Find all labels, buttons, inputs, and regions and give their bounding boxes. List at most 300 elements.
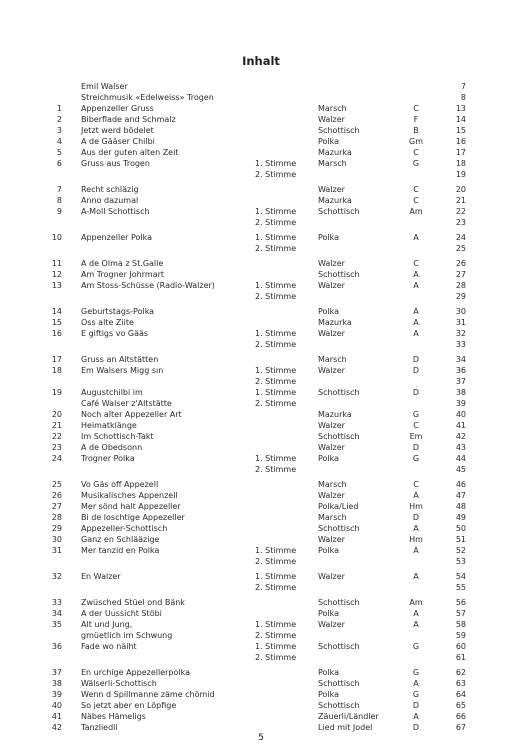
entry-number: 30 (51, 535, 62, 544)
toc-row (50, 711, 466, 722)
toc-row (50, 608, 466, 619)
entry-page: 39 (455, 399, 466, 408)
entry-key: Hm (409, 502, 423, 511)
toc-row (50, 169, 466, 180)
entry-voice: 2. Stimme (255, 465, 297, 474)
toc-row (50, 280, 466, 291)
entry-genre: Walzer (318, 185, 345, 194)
entry-title: Zwüsched Stüel ond Bänk (81, 598, 185, 607)
toc-row (50, 328, 466, 339)
entry-voice: 1. Stimme (255, 546, 297, 555)
entry-key: D (412, 701, 420, 710)
entry-number: 12 (51, 270, 62, 279)
toc-row (50, 464, 466, 475)
entry-number: 41 (51, 712, 62, 721)
entry-key: A (413, 318, 419, 327)
entry-title: Noch alter Appezeller Art (81, 410, 182, 419)
toc-row (50, 158, 466, 169)
entry-page: 50 (455, 524, 466, 533)
toc-row (50, 689, 466, 700)
entry-number: 11 (51, 259, 62, 268)
entry-voice: 1. Stimme (255, 572, 297, 581)
toc-row (50, 619, 466, 630)
entry-genre: Schottisch (318, 524, 360, 533)
toc-row (50, 232, 466, 243)
toc-row (50, 317, 466, 328)
entry-genre: Walzer (318, 421, 345, 430)
entry-number: 38 (51, 679, 62, 688)
entry-title: Mer tanzid en Polka (81, 546, 160, 555)
entry-number: 23 (51, 443, 62, 452)
entry-title: Recht schläzig (81, 185, 139, 194)
entry-genre: Marsch (318, 355, 347, 364)
entry-key: A (413, 546, 419, 555)
toc-row (50, 512, 466, 523)
entry-number: 35 (51, 620, 62, 629)
entry-key: G (412, 642, 420, 651)
toc-row (50, 217, 466, 228)
entry-genre: Marsch (318, 104, 347, 113)
entry-genre: Mazurka (318, 318, 352, 327)
entry-voice: 1. Stimme (255, 388, 297, 397)
entry-number: 6 (56, 159, 62, 168)
entry-title: Näbes Hämeligs (81, 712, 146, 721)
entry-page: 15 (455, 126, 466, 135)
toc-row (50, 545, 466, 556)
entry-page: 33 (455, 340, 466, 349)
entry-page: 51 (455, 535, 466, 544)
entry-number: 4 (56, 137, 62, 146)
toc-row (50, 678, 466, 689)
toc-row (50, 667, 466, 678)
entry-key: G (412, 454, 420, 463)
entry-page: 22 (455, 207, 466, 216)
entry-title: A de Obedsonn (81, 443, 143, 452)
entry-page: 54 (455, 572, 466, 581)
entry-title: Appenzeller Polka (81, 233, 152, 242)
entry-number: 26 (51, 491, 62, 500)
entry-key: D (412, 513, 420, 522)
entry-title: Gruss an Altstätten (81, 355, 159, 364)
toc-row (50, 258, 466, 269)
entry-voice: 1. Stimme (255, 366, 297, 375)
entry-genre: Polka (318, 307, 340, 316)
entry-title: Wenn d Spillmanne zäme chömid (81, 690, 215, 699)
entry-genre: Polka (318, 233, 340, 242)
entry-page: 20 (455, 185, 466, 194)
entry-genre: Schottisch (318, 126, 360, 135)
entry-title: Café Walser z'Altstätte (81, 399, 172, 408)
entry-page: 19 (455, 170, 466, 179)
entry-genre: Schottisch (318, 270, 360, 279)
toc-row (50, 431, 466, 442)
entry-key: C (413, 196, 419, 205)
entry-genre: Schottisch (318, 642, 360, 651)
entry-page: 67 (455, 723, 466, 732)
entry-key: A (413, 281, 419, 290)
entry-key: A (413, 679, 419, 688)
entry-number: 34 (51, 609, 62, 618)
entry-title: Musikalisches Appenzell (81, 491, 178, 500)
entry-genre: Polka (318, 546, 340, 555)
entry-genre: Schottisch (318, 701, 360, 710)
entry-page: 29 (455, 292, 466, 301)
toc-row (50, 114, 466, 125)
entry-genre: Schottisch (318, 679, 360, 688)
entry-key: C (413, 104, 419, 113)
entry-key: A (413, 491, 419, 500)
entry-genre: Walzer (318, 443, 345, 452)
entry-page: 8 (460, 93, 466, 102)
entry-key: A (413, 233, 419, 242)
entry-key: G (412, 410, 420, 419)
entry-genre: Walzer (318, 281, 345, 290)
entry-key: D (412, 366, 420, 375)
entry-voice: 2. Stimme (255, 631, 297, 640)
entry-voice: 2. Stimme (255, 557, 297, 566)
toc-row (50, 147, 466, 158)
toc-row (50, 722, 466, 733)
entry-title: A der Uussicht Stöbi (81, 609, 162, 618)
entry-page: 21 (455, 196, 466, 205)
entry-page: 36 (455, 366, 466, 375)
toc-row (50, 523, 466, 534)
entry-page: 58 (455, 620, 466, 629)
entry-number: 31 (51, 546, 62, 555)
entry-title: Wälserli-Schottisch (81, 679, 157, 688)
entry-page: 23 (455, 218, 466, 227)
entry-number: 27 (51, 502, 62, 511)
entry-number: 22 (51, 432, 62, 441)
entry-voice: 2. Stimme (255, 340, 297, 349)
entry-page: 64 (455, 690, 466, 699)
entry-title: Appezeller-Schottisch (81, 524, 168, 533)
entry-key: Hm (409, 535, 423, 544)
entry-number: 1 (56, 104, 62, 113)
entry-key: A (413, 620, 419, 629)
entry-key: Am (409, 598, 423, 607)
toc-row (50, 630, 466, 641)
toc-row (50, 534, 466, 545)
table-of-contents (50, 81, 466, 733)
entry-genre: Polka (318, 137, 340, 146)
entry-number: 8 (56, 196, 62, 205)
entry-number: 13 (51, 281, 62, 290)
entry-genre: Polka (318, 690, 340, 699)
entry-page: 42 (455, 432, 466, 441)
entry-key: D (412, 355, 420, 364)
entry-voice: 1. Stimme (255, 642, 297, 651)
toc-row (50, 195, 466, 206)
entry-number: 14 (51, 307, 62, 316)
toc-row (50, 103, 466, 114)
entry-title: Streichmusik «Edelweiss» Trogen (81, 93, 214, 102)
entry-title: Im Schottisch-Takt (81, 432, 154, 441)
entry-page: 25 (455, 244, 466, 253)
toc-row (50, 700, 466, 711)
entry-voice: 2. Stimme (255, 170, 297, 179)
entry-title: A-Moll Schottisch (81, 207, 150, 216)
toc-row (50, 490, 466, 501)
entry-title: Mer sönd halt Appezeller (81, 502, 181, 511)
entry-title: Anno dazumal (81, 196, 139, 205)
toc-row (50, 387, 466, 398)
entry-title: Em Walsers Migg sın (81, 366, 164, 375)
toc-row (50, 597, 466, 608)
entry-number: 17 (51, 355, 62, 364)
entry-page: 44 (455, 454, 466, 463)
entry-number: 37 (51, 668, 62, 677)
entry-page: 56 (455, 598, 466, 607)
entry-key: A (413, 609, 419, 618)
entry-number: 18 (51, 366, 62, 375)
entry-page: 65 (455, 701, 466, 710)
entry-title: Appenzeller Gruss (81, 104, 154, 113)
entry-genre: Walzer (318, 366, 345, 375)
entry-genre: Polka (318, 609, 340, 618)
entry-page: 27 (455, 270, 466, 279)
entry-page: 66 (455, 712, 466, 721)
toc-row (50, 243, 466, 254)
entry-genre: Polka (318, 668, 340, 677)
entry-voice: 2. Stimme (255, 399, 297, 408)
entry-genre: Mazurka (318, 148, 352, 157)
entry-page: 55 (455, 583, 466, 592)
entry-genre: Marsch (318, 513, 347, 522)
toc-row (50, 376, 466, 387)
entry-number: 16 (51, 329, 62, 338)
entry-voice: 2. Stimme (255, 377, 297, 386)
entry-key: G (412, 690, 420, 699)
entry-number: 2 (56, 115, 62, 124)
entry-page: 63 (455, 679, 466, 688)
toc-row (50, 269, 466, 280)
entry-genre: Walzer (318, 491, 345, 500)
entry-page: 28 (455, 281, 466, 290)
entry-page: 52 (455, 546, 466, 555)
entry-key: C (413, 148, 419, 157)
entry-title: Tanzliedli (81, 723, 118, 732)
entry-page: 32 (455, 329, 466, 338)
entry-key: A (413, 329, 419, 338)
entry-number: 25 (51, 480, 62, 489)
entry-title: A de Olma z St.Galle (81, 259, 164, 268)
entry-page: 43 (455, 443, 466, 452)
toc-row (50, 81, 466, 92)
entry-key: G (412, 159, 420, 168)
toc-row (50, 92, 466, 103)
entry-title: Heimatklänge (81, 421, 137, 430)
entry-genre: Walzer (318, 535, 345, 544)
entry-title: Biberflade and Schmalz (81, 115, 176, 124)
toc-row (50, 409, 466, 420)
entry-page: 59 (455, 631, 466, 640)
entry-page: 57 (455, 609, 466, 618)
entry-page: 41 (455, 421, 466, 430)
toc-row (50, 184, 466, 195)
entry-title: Am Trogner Johrmart (81, 270, 165, 279)
entry-page: 14 (455, 115, 466, 124)
toc-row (50, 582, 466, 593)
entry-voice: 1. Stimme (255, 233, 297, 242)
entry-genre: Schottisch (318, 432, 360, 441)
entry-key: B (413, 126, 419, 135)
entry-key: D (412, 388, 420, 397)
entry-number: 33 (51, 598, 62, 607)
entry-number: 20 (51, 410, 62, 419)
entry-page: 53 (455, 557, 466, 566)
entry-key: A (413, 524, 419, 533)
entry-key: A (413, 712, 419, 721)
entry-number: 29 (51, 524, 62, 533)
entry-number: 19 (51, 388, 62, 397)
entry-title: En Walzer (81, 572, 121, 581)
entry-number: 10 (51, 233, 62, 242)
entry-page: 45 (455, 465, 466, 474)
entry-page: 24 (455, 233, 466, 242)
entry-genre: Walzer (318, 259, 345, 268)
entry-key: C (413, 421, 419, 430)
entry-page: 38 (455, 388, 466, 397)
entry-key: Em (409, 432, 423, 441)
entry-key: C (413, 185, 419, 194)
toc-row (50, 339, 466, 350)
entry-genre: Mazurka (318, 196, 352, 205)
entry-voice: 2. Stimme (255, 583, 297, 592)
entry-genre: Schottisch (318, 598, 360, 607)
entry-number: 32 (51, 572, 62, 581)
entry-number: 5 (56, 148, 62, 157)
entry-page: 31 (455, 318, 466, 327)
entry-page: 30 (455, 307, 466, 316)
entry-number: 36 (51, 642, 62, 651)
entry-number: 3 (56, 126, 62, 135)
entry-genre: Lied mit Jodel (318, 723, 373, 732)
toc-row (50, 571, 466, 582)
entry-title: Gruss aus Trogen (81, 159, 150, 168)
entry-page: 40 (455, 410, 466, 419)
entry-genre: Walzer (318, 115, 345, 124)
entry-page: 61 (455, 653, 466, 662)
entry-title: Vo Gäs off Appezell (81, 480, 159, 489)
entry-number: 28 (51, 513, 62, 522)
entry-title: E giftigs vo Gääs (81, 329, 149, 338)
toc-row (50, 641, 466, 652)
entry-genre: Walzer (318, 329, 345, 338)
page-title: Inhalt (242, 54, 280, 68)
entry-key: Gm (409, 137, 423, 146)
entry-title: Jetzt werd bödelet (81, 126, 154, 135)
entry-key: C (413, 259, 419, 268)
entry-page: 34 (455, 355, 466, 364)
entry-genre: Schottisch (318, 207, 360, 216)
entry-title: Am Stoss-Schüsse (Radio-Walzer) (81, 281, 215, 290)
entry-voice: 1. Stimme (255, 159, 297, 168)
entry-genre: Marsch (318, 480, 347, 489)
entry-voice: 1. Stimme (255, 207, 297, 216)
entry-page: 13 (455, 104, 466, 113)
entry-page: 49 (455, 513, 466, 522)
entry-number: 7 (56, 185, 62, 194)
entry-title: gmüetlich im Schwung (81, 631, 173, 640)
page-number: 5 (258, 733, 264, 743)
toc-row (50, 420, 466, 431)
entry-key: D (412, 443, 420, 452)
entry-key: F (413, 115, 419, 124)
entry-page: 37 (455, 377, 466, 386)
entry-key: Am (409, 207, 423, 216)
entry-genre: Mazurka (318, 410, 352, 419)
entry-genre: Polka (318, 454, 340, 463)
entry-title: A de Gääser Chilbi (81, 137, 155, 146)
entry-title: So jetzt aber en Löpfige (81, 701, 177, 710)
entry-title: Geburtstags-Polka (81, 307, 155, 316)
entry-genre: Polka/Lied (318, 502, 359, 511)
toc-row (50, 652, 466, 663)
entry-title: Aus der guten alten Zeit (81, 148, 179, 157)
entry-page: 47 (455, 491, 466, 500)
entry-title: Alt und Jung, (81, 620, 133, 629)
toc-row (50, 501, 466, 512)
toc-row (50, 354, 466, 365)
entry-page: 26 (455, 259, 466, 268)
toc-row (50, 206, 466, 217)
toc-row (50, 398, 466, 409)
entry-key: G (412, 668, 420, 677)
entry-voice: 1. Stimme (255, 620, 297, 629)
entry-key: D (412, 723, 420, 732)
entry-title: Emil Walser (81, 82, 128, 91)
entry-number: 39 (51, 690, 62, 699)
entry-genre: Schottisch (318, 388, 360, 397)
entry-number: 42 (51, 723, 62, 732)
entry-number: 15 (51, 318, 62, 327)
entry-voice: 2. Stimme (255, 244, 297, 253)
entry-voice: 1. Stimme (255, 329, 297, 338)
entry-page: 17 (455, 148, 466, 157)
entry-genre: Walzer (318, 620, 345, 629)
entry-genre: Walzer (318, 572, 345, 581)
entry-page: 18 (455, 159, 466, 168)
entry-voice: 1. Stimme (255, 281, 297, 290)
entry-title: Oss alte Ziite (81, 318, 134, 327)
entry-key: A (413, 270, 419, 279)
entry-number: 21 (51, 421, 62, 430)
entry-title: Trogner Polka (81, 454, 135, 463)
toc-row (50, 442, 466, 453)
entry-page: 60 (455, 642, 466, 651)
toc-row (50, 291, 466, 302)
entry-title: En urchige Appezellerpolka (81, 668, 191, 677)
entry-page: 16 (455, 137, 466, 146)
entry-genre: Marsch (318, 159, 347, 168)
entry-key: A (413, 572, 419, 581)
entry-page: 62 (455, 668, 466, 677)
toc-row (50, 365, 466, 376)
toc-row (50, 479, 466, 490)
entry-key: A (413, 307, 419, 316)
entry-page: 48 (455, 502, 466, 511)
entry-voice: 2. Stimme (255, 292, 297, 301)
entry-voice: 2. Stimme (255, 653, 297, 662)
toc-row (50, 556, 466, 567)
entry-key: C (413, 480, 419, 489)
entry-title: Bi de loschtige Appezeller (81, 513, 185, 522)
entry-title: Ganz en Schlääzige (81, 535, 160, 544)
entry-voice: 2. Stimme (255, 218, 297, 227)
entry-genre: Zäuerli/Ländler (318, 712, 379, 721)
entry-number: 9 (56, 207, 62, 216)
